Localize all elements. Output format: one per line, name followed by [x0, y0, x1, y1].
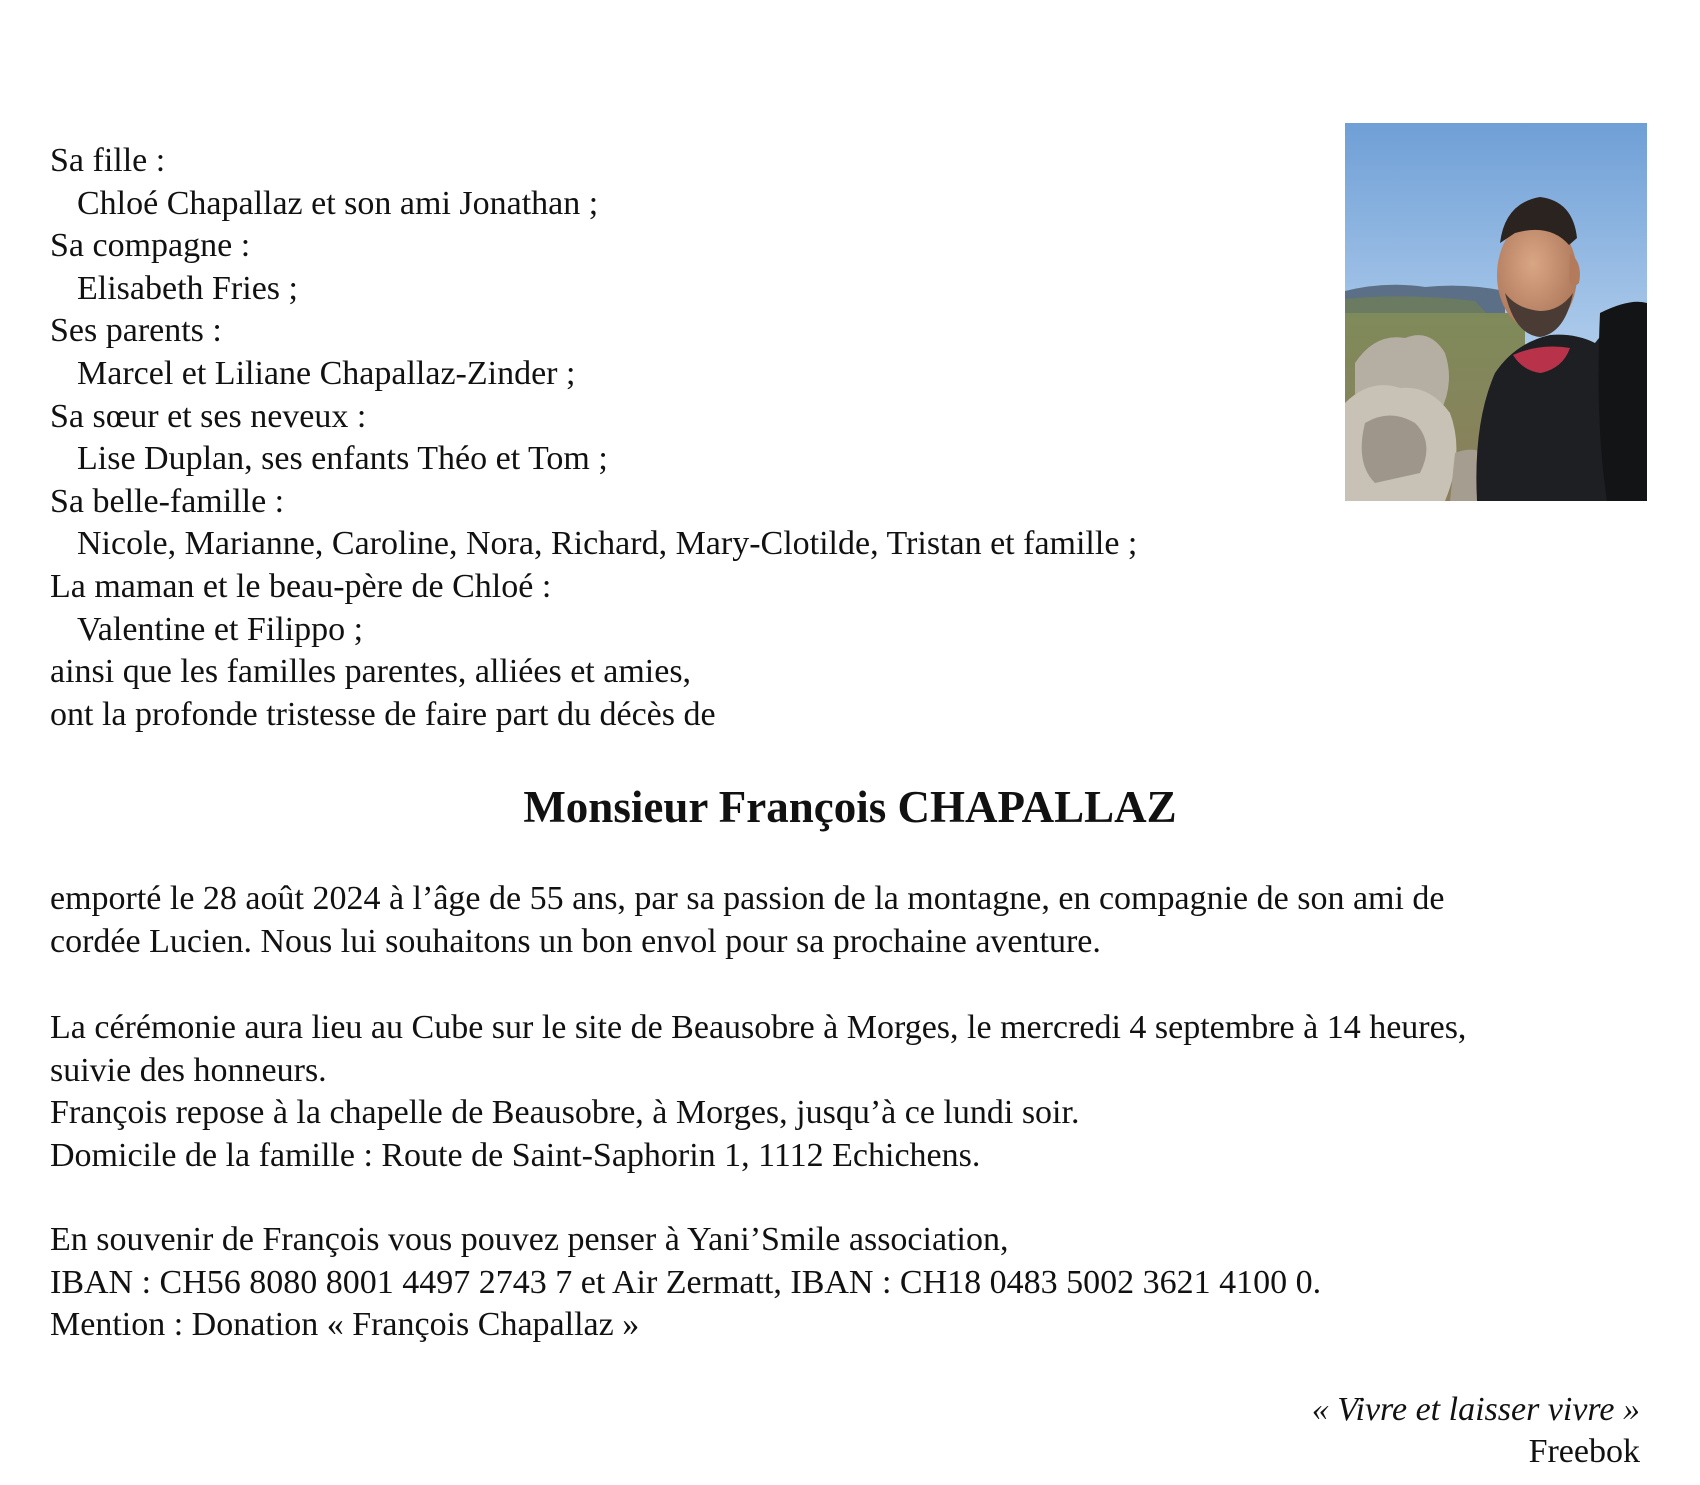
family-member-names: Nicole, Marianne, Caroline, Nora, Richard, Mary-Clotilde, Tristan et famille ;: [77, 525, 1138, 563]
family-member-names: Lise Duplan, ses enfants Théo et Tom ;: [77, 440, 608, 478]
family-relation-label: La maman et le beau-père de Chloé :: [50, 567, 552, 605]
portrait-photo: [1345, 123, 1647, 501]
family-relation-label: Sa belle-famille :: [50, 482, 285, 520]
family-member-names: Chloé Chapallaz et son ami Jonathan ;: [77, 184, 599, 222]
family-relation-label: Ses parents :: [50, 312, 222, 350]
ceremony-paragraph: [50, 1007, 1670, 1177]
closing-motto: « Vivre et laisser vivre »: [1311, 1391, 1640, 1428]
paragraph-line: François repose à la chapelle de Beausobre, à Morges, jusqu’à ce lundi soir.: [50, 1094, 1080, 1132]
family-member-names: Marcel et Liliane Chapallaz-Zinder ;: [77, 354, 576, 392]
paragraph-line: IBAN : CH56 8080 8001 4497 2743 7 et Air Zermatt, IBAN : CH18 0483 5002 3621 4100 0.: [50, 1263, 1322, 1301]
family-relation-label: Sa sœur et ses neveux :: [50, 397, 367, 435]
death-circumstances-paragraph: [50, 878, 1670, 963]
family-relation-label: Sa fille :: [50, 142, 166, 179]
paragraph-line: emporté le 28 août 2024 à l’âge de 55 ans, par sa passion de la montagne, en compagnie de son ami de: [50, 880, 1445, 917]
paragraph-line: En souvenir de François vous pouvez penser à Yani’Smile association,: [50, 1221, 1009, 1258]
donation-paragraph: [50, 1219, 1670, 1347]
announcement-line: ainsi que les familles parentes, alliées et amies,: [50, 653, 692, 691]
family-member-names: Valentine et Filippo ;: [77, 610, 364, 648]
paragraph-line: cordée Lucien. Nous lui souhaitons un bon envol pour sa prochaine aventure.: [50, 922, 1101, 960]
announcement-line: ont la profonde tristesse de faire part du décès de: [50, 695, 716, 733]
paragraph-line: Domicile de la famille : Route de Saint-Saphorin 1, 1112 Echichens.: [50, 1136, 981, 1174]
family-list: [50, 140, 1330, 736]
family-member-names: Elisabeth Fries ;: [77, 269, 298, 307]
portrait-photo-drawing: [1345, 123, 1647, 501]
paragraph-line: Mention : Donation « François Chapallaz »: [50, 1306, 640, 1344]
family-relation-label: Sa compagne :: [50, 227, 251, 265]
paragraph-line: suivie des honneurs.: [50, 1051, 327, 1089]
closing-signature: Freebok: [1528, 1433, 1640, 1470]
paragraph-line: La cérémonie aura lieu au Cube sur le site de Beausobre à Morges, le mercredi 4 septembre à 14 heures,: [50, 1009, 1467, 1046]
deceased-name: Monsieur François CHAPALLAZ: [523, 782, 1177, 832]
